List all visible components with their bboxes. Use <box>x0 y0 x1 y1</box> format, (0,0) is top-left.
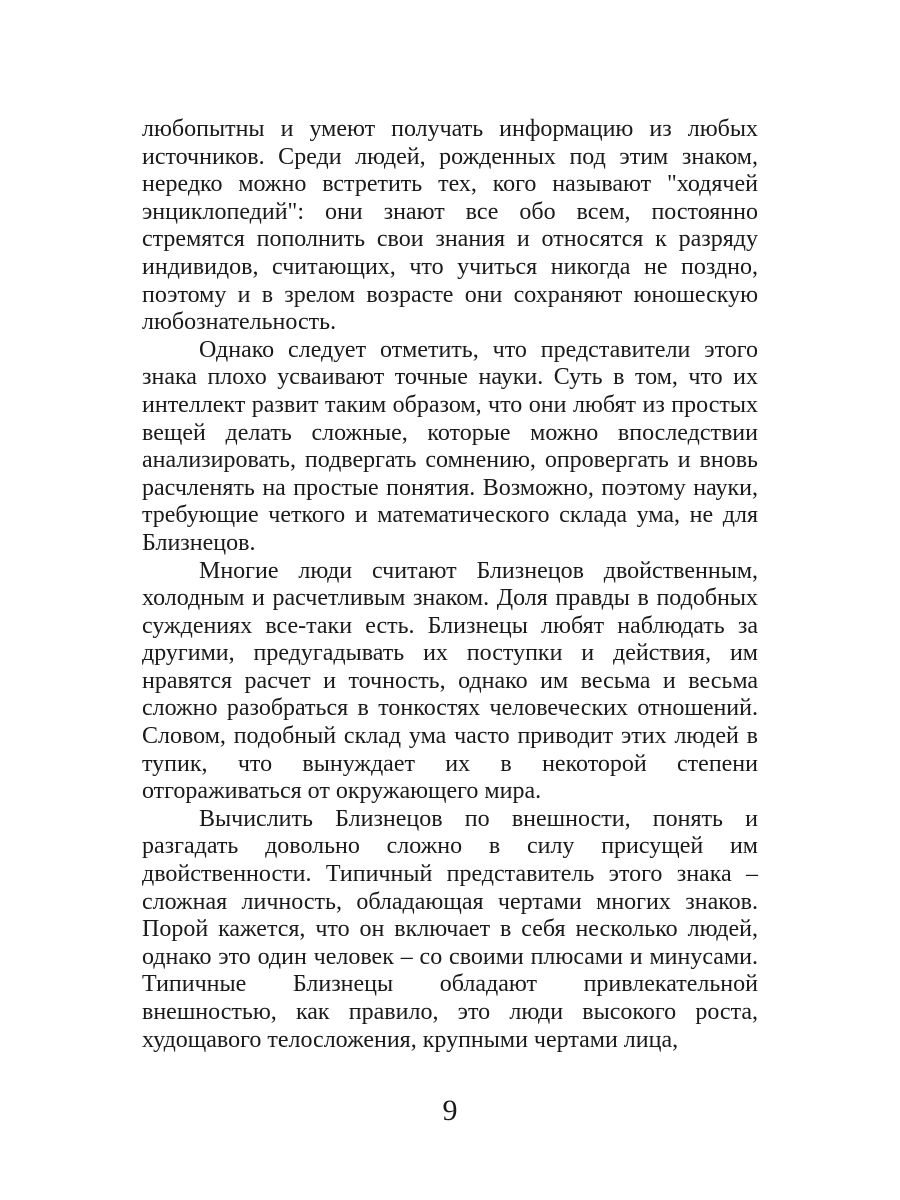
paragraph-continued: любопытны и умеют получать информацию из любых источников. Среди людей, рожденных под этим знаком, нередко можно встретить тех, кого называют "ходячей энциклопедий": они знают все обо всем, постоянно стремятся пополнить свои знания и относятся к разряду индивидов, считающих, что учиться никогда не поздно, поэтому и в зрелом возрасте они сохраняют юношескую любознательность. <box>142 116 758 336</box>
paragraph: Вычислить Близнецов по внешности, понять и разгадать довольно сложно в силу присущей им двойственности. Типичный представитель этого знака – сложная личность, обладающая чертами многих знаков. Порой кажется, что он включает в себя несколько людей, однако это один человек – со своими плюсами и минусами. Типичные Близнецы обладают привлекательной внешностью, как правило, это люди высокого роста, худощавого телосложения, крупными чертами лица, <box>142 805 758 1053</box>
paragraph: Однако следует отметить, что представители этого знака плохо усваивают точные науки. Суть в том, что их интеллект развит таким образом, что они любят из простых вещей делать сложные, которые можно впоследствии анализировать, подвергать сомнению, опровергать и вновь расчленять на простые понятия. Возможно, поэтому науки, требующие четкого и математического склада ума, не для Близнецов. <box>142 336 758 556</box>
paragraph: Многие люди считают Близнецов двойственным, холодным и расчетливым знаком. Доля правды в подобных суждениях все-таки есть. Близнецы любят наблюдать за другими, предугадывать их поступки и действия, им нравятся расчет и точность, однако им весьма и весьма сложно разобраться в тонкостях человеческих отношений. Словом, подобный склад ума часто приводит этих людей в тупик, что вынуждает их в некоторой степени отгораживаться от окружающего мира. <box>142 557 758 805</box>
page-number: 9 <box>442 1094 458 1127</box>
body-text <box>142 116 758 1054</box>
